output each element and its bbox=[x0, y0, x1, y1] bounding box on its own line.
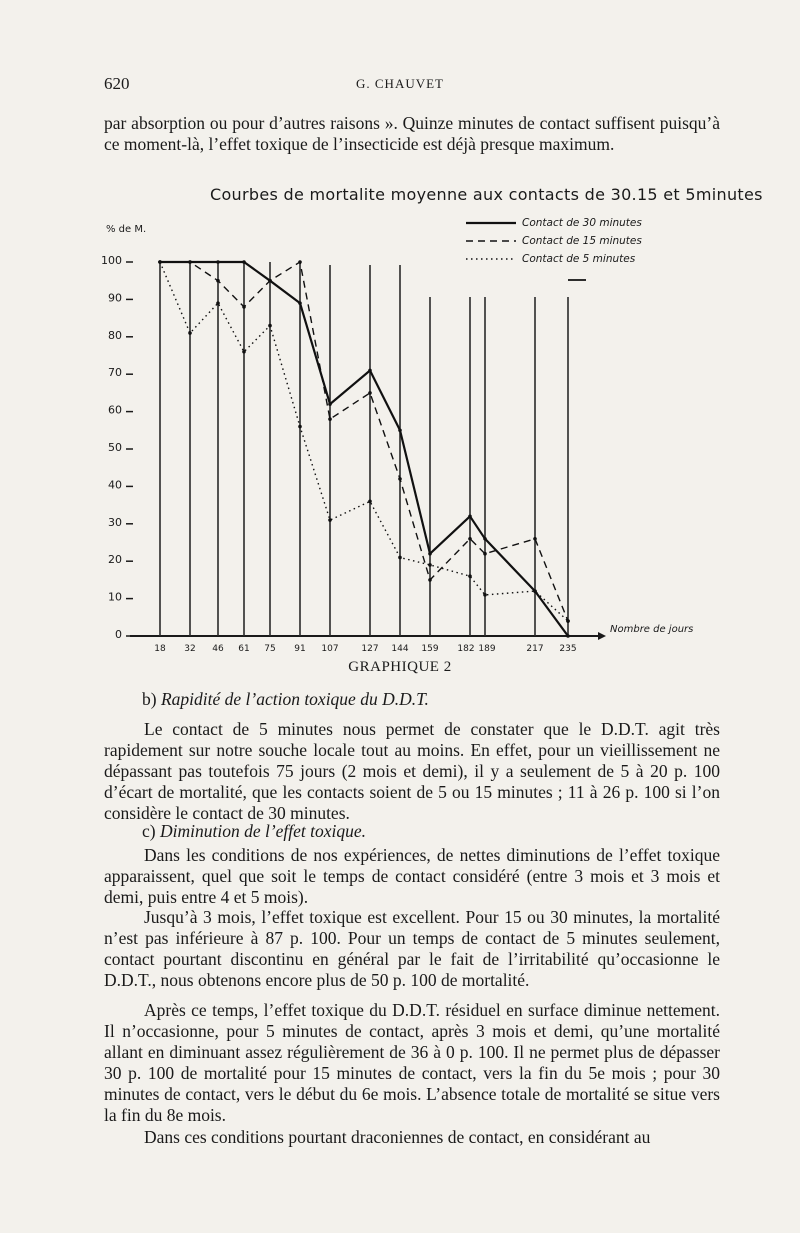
data-point-dashed bbox=[483, 552, 487, 556]
legend-label: Contact de 15 minutes bbox=[522, 235, 642, 247]
data-point-dotted bbox=[268, 324, 272, 328]
y-tick-label: 0 bbox=[115, 628, 122, 641]
y-axis-label: % de M. bbox=[106, 224, 147, 235]
x-tick-label: 46 bbox=[212, 644, 224, 654]
x-tick-label: 159 bbox=[421, 644, 439, 654]
y-tick-label: 60 bbox=[108, 403, 122, 417]
data-point-dashed bbox=[328, 417, 332, 421]
series-line-dotted bbox=[160, 262, 568, 621]
data-point-dotted bbox=[158, 260, 162, 264]
mortality-chart bbox=[0, 170, 800, 660]
section-c-paragraph-4: Dans ces conditions pourtant draconiennes de contact, en considérant au bbox=[144, 1127, 651, 1147]
y-tick-label: 10 bbox=[108, 590, 122, 604]
data-point-solid bbox=[242, 260, 246, 264]
data-point-dotted bbox=[368, 500, 372, 504]
data-point-dashed bbox=[428, 578, 432, 582]
series-line-dashed bbox=[160, 262, 568, 621]
section-c-letter: c) bbox=[142, 821, 156, 841]
data-point-dotted bbox=[188, 331, 192, 335]
data-point-solid bbox=[398, 429, 402, 433]
section-c-paragraph-2: Jusqu’à 3 mois, l’effet toxique est excellent. Pour 15 ou 30 minutes, la mortalité n’est pas inférieure à 87 p. 100. Pour un temps de contact de 5 minutes seulement, contact pourtant discontinu en général par le fait de l’irritabilité qu’occasionne le D.D.T., nous obtenons encore plus de 50 p. 100 de mortalité. bbox=[104, 907, 720, 990]
section-b-letter: b) bbox=[142, 689, 157, 709]
data-point-dashed bbox=[468, 537, 472, 541]
y-tick-label: 80 bbox=[108, 328, 122, 342]
data-point-solid bbox=[428, 552, 432, 556]
y-tick-label: 90 bbox=[108, 291, 122, 305]
section-c-heading bbox=[142, 821, 366, 842]
data-point-dashed bbox=[242, 305, 246, 309]
data-point-dashed bbox=[188, 260, 192, 264]
y-tick-label: 30 bbox=[108, 515, 122, 529]
data-point-dashed bbox=[368, 391, 372, 395]
intro-paragraph: par absorption ou pour d’autres raisons ». Quinze minutes de contact suffisent puisqu’à ce moment-là, l’effet toxique de l’insecticide est déjà presque maximum. bbox=[104, 113, 720, 154]
data-point-solid bbox=[483, 537, 487, 541]
x-tick-label: 61 bbox=[238, 644, 250, 654]
page-number: 620 bbox=[104, 74, 130, 93]
x-tick-label: 217 bbox=[526, 644, 544, 654]
data-point-dotted bbox=[483, 593, 487, 597]
data-point-solid bbox=[298, 301, 302, 305]
section-b-text: Le contact de 5 minutes nous permet de constater que le D.D.T. agit très rapidement sur notre souche locale tout au moins. En effet, pour un vieillissement ne dépassant pas toutefois 75 jours (2 mois et demi), il y a seulement de 5 à 20 p. 100 d’écart de mortalité, que les contacts soient de 5 ou 15 minutes ; 11 à 26 p. 100 si l’on considère le contact de 30 minutes. bbox=[104, 719, 720, 823]
data-point-solid bbox=[468, 515, 472, 519]
data-point-dotted bbox=[242, 350, 246, 354]
data-point-solid bbox=[368, 369, 372, 373]
x-tick-label: 182 bbox=[457, 644, 475, 654]
data-point-dashed bbox=[533, 537, 537, 541]
x-tick-label: 107 bbox=[321, 644, 339, 654]
data-point-dotted bbox=[566, 619, 570, 623]
x-tick-label: 18 bbox=[154, 644, 166, 654]
y-tick-label: 50 bbox=[108, 441, 122, 454]
section-c-paragraph-1: Dans les conditions de nos expériences, de nettes diminutions de l’effet toxique apparaissent, quel que soit le temps de contact considéré (entre 3 mois et 3 mois et demi, puis entre 4 et 5 mois). bbox=[104, 845, 720, 907]
data-point-solid bbox=[566, 634, 570, 638]
y-tick-label: 70 bbox=[108, 366, 122, 380]
data-point-solid bbox=[328, 402, 332, 406]
x-tick-label: 189 bbox=[478, 644, 496, 654]
data-point-dashed bbox=[398, 477, 402, 481]
x-axis-arrow bbox=[598, 632, 606, 640]
section-b-heading bbox=[142, 689, 429, 710]
data-point-dotted bbox=[398, 556, 402, 560]
x-tick-label: 144 bbox=[391, 644, 409, 654]
x-tick-label: 235 bbox=[559, 644, 577, 654]
x-axis-label: Nombre de jours bbox=[610, 624, 694, 635]
data-point-dotted bbox=[428, 563, 432, 567]
legend-label: Contact de 5 minutes bbox=[522, 253, 636, 265]
y-tick-label: 100 bbox=[101, 254, 122, 267]
y-tick-label: 20 bbox=[108, 553, 122, 567]
data-point-dotted bbox=[216, 301, 220, 305]
data-point-dashed bbox=[216, 279, 220, 283]
series-line-solid bbox=[160, 262, 568, 636]
x-tick-label: 32 bbox=[184, 644, 196, 654]
data-point-dashed bbox=[298, 260, 302, 264]
figure-caption: GRAPHIQUE 2 bbox=[348, 659, 452, 675]
section-c-title: Diminution de l’effet toxique. bbox=[159, 821, 367, 841]
data-point-solid bbox=[216, 260, 220, 264]
legend-label: Contact de 30 minutes bbox=[522, 217, 642, 229]
data-point-dotted bbox=[533, 589, 537, 593]
y-tick-label: 40 bbox=[108, 478, 122, 492]
x-tick-label: 91 bbox=[294, 644, 306, 654]
data-point-dotted bbox=[298, 425, 302, 429]
x-tick-label: 75 bbox=[264, 644, 276, 654]
section-c-paragraph-3: Après ce temps, l’effet toxique du D.D.T. résiduel en surface diminue nettement. Il n’occasionne, pour 5 minutes de contact, après 3 mois et demi, qu’une mortalité allant en diminuant assez régulièrement de 36 à 0 p. 100. Il ne permet plus de dépasser 30 p. 100 de mortalité pour 15 minutes de contact, vers la fin du 5e mois ; pour 30 minutes de contact, vers le début du 6e mois. L’absence totale de mortalité se situe vers la fin du 8e mois. bbox=[104, 1000, 720, 1125]
running-title: G. CHAUVET bbox=[356, 76, 444, 91]
section-b-title: Rapidité de l’action toxique du D.D.T. bbox=[160, 689, 429, 709]
data-point-dashed bbox=[268, 279, 272, 283]
chart-title: Courbes de mortalite moyenne aux contacts de 30.15 et 5minutes bbox=[210, 185, 763, 204]
data-point-dotted bbox=[468, 574, 472, 578]
x-tick-label: 127 bbox=[361, 644, 379, 654]
data-point-dotted bbox=[328, 518, 332, 522]
